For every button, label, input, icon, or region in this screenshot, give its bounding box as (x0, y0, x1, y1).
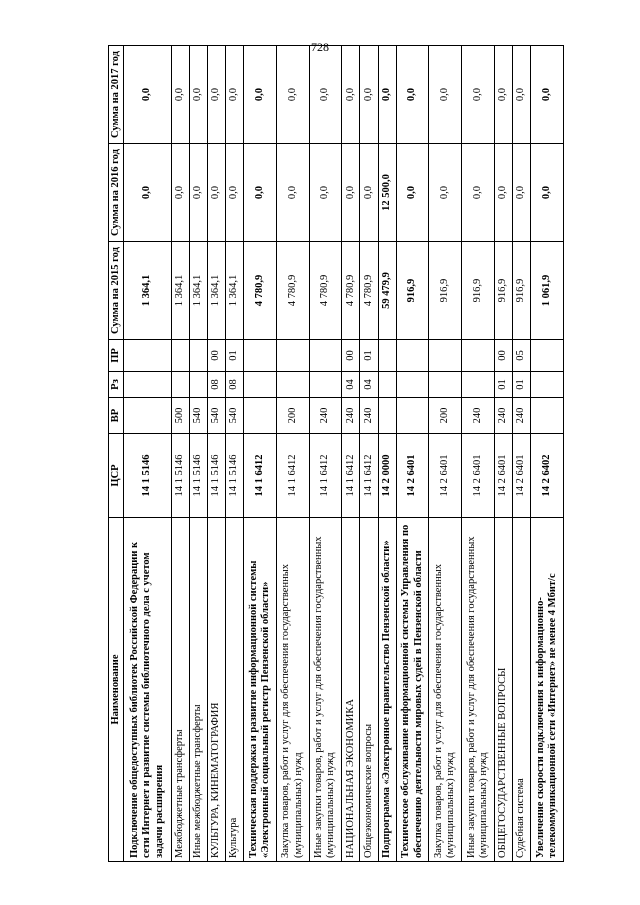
cell-vr: 200 (429, 398, 462, 434)
cell-csr: 14 2 6401 (494, 434, 512, 518)
table-row (513, 46, 531, 862)
cell-sum-2017: 0,0 (171, 46, 189, 144)
table-row (189, 46, 207, 862)
cell-csr: 14 1 6412 (360, 434, 378, 518)
cell-name: Судебная система (513, 518, 531, 862)
table-row (462, 46, 495, 862)
cell-name: Подключение общедоступных библиотек Российской Федерации к сети Интернет и развитие системы библиотечного дела с учетом задачи расширения (124, 518, 171, 862)
cell-pr: 05 (513, 340, 531, 372)
table-row (360, 46, 378, 862)
cell-csr: 14 2 6401 (429, 434, 462, 518)
cell-rz (462, 372, 495, 398)
cell-pr: 01 (360, 340, 378, 372)
cell-csr: 14 2 6402 (531, 434, 564, 518)
cell-sum-2017: 0,0 (189, 46, 207, 144)
cell-rz (378, 372, 396, 398)
cell-sum-2016: 0,0 (531, 144, 564, 242)
cell-sum-2015: 916,9 (494, 242, 512, 340)
cell-pr: 00 (207, 340, 225, 372)
cell-sum-2016: 0,0 (396, 144, 429, 242)
table-row (494, 46, 512, 862)
header-csr: ЦСР (109, 434, 124, 518)
header-name: Наименование (109, 518, 124, 862)
cell-name: НАЦИОНАЛЬНАЯ ЭКОНОМИКА (342, 518, 360, 862)
cell-sum-2016: 0,0 (189, 144, 207, 242)
cell-csr: 14 1 5146 (171, 434, 189, 518)
cell-sum-2015: 59 479,9 (378, 242, 396, 340)
page-number: 728 (311, 40, 329, 54)
cell-vr (244, 398, 277, 434)
cell-sum-2016: 12 500,0 (378, 144, 396, 242)
cell-sum-2015: 1 364,1 (171, 242, 189, 340)
cell-vr: 500 (171, 398, 189, 434)
table-row (244, 46, 277, 862)
cell-rz: 04 (360, 372, 378, 398)
cell-sum-2015: 4 780,9 (276, 242, 309, 340)
cell-sum-2015: 1 364,1 (189, 242, 207, 340)
cell-name: Закупка товаров, работ и услуг для обеспечения государственных (муниципальных) нужд (276, 518, 309, 862)
cell-pr (396, 340, 429, 372)
cell-sum-2017: 0,0 (494, 46, 512, 144)
cell-sum-2017: 0,0 (396, 46, 429, 144)
cell-sum-2016: 0,0 (429, 144, 462, 242)
cell-rz: 04 (342, 372, 360, 398)
cell-pr (276, 340, 309, 372)
cell-sum-2015: 1 364,1 (124, 242, 171, 340)
cell-pr (124, 340, 171, 372)
cell-pr (171, 340, 189, 372)
cell-vr (124, 398, 171, 434)
cell-sum-2015: 916,9 (396, 242, 429, 340)
cell-sum-2017: 0,0 (342, 46, 360, 144)
cell-pr (309, 340, 342, 372)
cell-sum-2015: 4 780,9 (342, 242, 360, 340)
cell-name: Подпрограмма «Электронное правительство Пензенской области» (378, 518, 396, 862)
cell-name: ОБЩЕГОСУДАРСТВЕННЫЕ ВОПРОСЫ (494, 518, 512, 862)
cell-sum-2016: 0,0 (124, 144, 171, 242)
cell-vr: 540 (189, 398, 207, 434)
cell-rz: 01 (494, 372, 512, 398)
cell-csr: 14 1 5146 (124, 434, 171, 518)
cell-rz: 01 (513, 372, 531, 398)
cell-sum-2016: 0,0 (171, 144, 189, 242)
table-row (207, 46, 225, 862)
cell-sum-2015: 4 780,9 (309, 242, 342, 340)
cell-sum-2015: 916,9 (462, 242, 495, 340)
cell-sum-2016: 0,0 (244, 144, 277, 242)
cell-vr: 240 (309, 398, 342, 434)
cell-rz (189, 372, 207, 398)
cell-rz: 08 (226, 372, 244, 398)
table-row (226, 46, 244, 862)
table-row (309, 46, 342, 862)
cell-sum-2016: 0,0 (342, 144, 360, 242)
cell-vr: 200 (276, 398, 309, 434)
cell-pr (429, 340, 462, 372)
header-sum-2015: Сумма на 2015 год (109, 242, 124, 340)
cell-csr: 14 1 6412 (244, 434, 277, 518)
cell-sum-2015: 4 780,9 (244, 242, 277, 340)
cell-rz (171, 372, 189, 398)
cell-name: Общеэкономические вопросы (360, 518, 378, 862)
table-row (171, 46, 189, 862)
cell-sum-2017: 0,0 (226, 46, 244, 144)
cell-name: Культура (226, 518, 244, 862)
cell-vr: 240 (513, 398, 531, 434)
cell-csr: 14 1 5146 (189, 434, 207, 518)
cell-vr: 540 (226, 398, 244, 434)
header-vr: ВР (109, 398, 124, 434)
cell-rz (396, 372, 429, 398)
cell-sum-2017: 0,0 (462, 46, 495, 144)
cell-name: Межбюджетные трансферты (171, 518, 189, 862)
cell-sum-2016: 0,0 (226, 144, 244, 242)
cell-sum-2016: 0,0 (276, 144, 309, 242)
cell-sum-2016: 0,0 (309, 144, 342, 242)
cell-sum-2017: 0,0 (378, 46, 396, 144)
cell-sum-2017: 0,0 (276, 46, 309, 144)
cell-csr: 14 2 6401 (396, 434, 429, 518)
cell-sum-2017: 0,0 (360, 46, 378, 144)
cell-vr: 240 (342, 398, 360, 434)
cell-sum-2015: 1 364,1 (207, 242, 225, 340)
table-row (378, 46, 396, 862)
cell-rz (531, 372, 564, 398)
header-sum-2017: Сумма на 2017 год (109, 46, 124, 144)
cell-rz (124, 372, 171, 398)
table-row (531, 46, 564, 862)
cell-pr (189, 340, 207, 372)
cell-sum-2015: 1 061,9 (531, 242, 564, 340)
cell-rz (276, 372, 309, 398)
cell-name: КУЛЬТУРА, КИНЕМАТОГРАФИЯ (207, 518, 225, 862)
cell-sum-2017: 0,0 (207, 46, 225, 144)
cell-sum-2016: 0,0 (207, 144, 225, 242)
cell-name: Техническая поддержка и развитие информационной системы «Электронный социальный регистр Пензенской области» (244, 518, 277, 862)
table-body (124, 46, 564, 862)
cell-pr: 00 (494, 340, 512, 372)
cell-sum-2017: 0,0 (244, 46, 277, 144)
cell-sum-2015: 1 364,1 (226, 242, 244, 340)
cell-sum-2016: 0,0 (513, 144, 531, 242)
header-sum-2016: Сумма на 2016 год (109, 144, 124, 242)
cell-sum-2015: 916,9 (513, 242, 531, 340)
cell-name: Техническое обслуживание информационной системы Управления по обеспечению деятельности мировых судей в Пензенской области (396, 518, 429, 862)
table-row (342, 46, 360, 862)
cell-sum-2017: 0,0 (513, 46, 531, 144)
cell-sum-2015: 916,9 (429, 242, 462, 340)
cell-sum-2017: 0,0 (429, 46, 462, 144)
cell-vr (378, 398, 396, 434)
cell-pr (244, 340, 277, 372)
cell-pr: 01 (226, 340, 244, 372)
cell-rz (429, 372, 462, 398)
rotated-table-container (108, 46, 564, 862)
cell-sum-2016: 0,0 (360, 144, 378, 242)
cell-vr: 240 (360, 398, 378, 434)
cell-sum-2016: 0,0 (462, 144, 495, 242)
header-pr: ПР (109, 340, 124, 372)
budget-table (108, 45, 564, 862)
cell-rz (244, 372, 277, 398)
cell-pr (531, 340, 564, 372)
cell-vr: 240 (462, 398, 495, 434)
cell-sum-2015: 4 780,9 (360, 242, 378, 340)
table-row (276, 46, 309, 862)
cell-sum-2016: 0,0 (494, 144, 512, 242)
cell-rz (309, 372, 342, 398)
cell-sum-2017: 0,0 (531, 46, 564, 144)
cell-name: Иные закупки товаров, работ и услуг для обеспечения государственных (муниципальных) нужд (462, 518, 495, 862)
header-rz: Рз (109, 372, 124, 398)
cell-vr: 540 (207, 398, 225, 434)
cell-vr (531, 398, 564, 434)
cell-pr: 00 (342, 340, 360, 372)
table-header-row (109, 46, 124, 862)
cell-csr: 14 2 6401 (462, 434, 495, 518)
cell-sum-2017: 0,0 (309, 46, 342, 144)
cell-csr: 14 2 6401 (513, 434, 531, 518)
cell-csr: 14 1 6412 (309, 434, 342, 518)
cell-name: Иные межбюджетные трансферты (189, 518, 207, 862)
cell-pr (462, 340, 495, 372)
cell-csr: 14 1 5146 (226, 434, 244, 518)
cell-csr: 14 2 0000 (378, 434, 396, 518)
table-row (124, 46, 171, 862)
cell-sum-2017: 0,0 (124, 46, 171, 144)
table-row (396, 46, 429, 862)
cell-name: Иные закупки товаров, работ и услуг для обеспечения государственных (муниципальных) нужд (309, 518, 342, 862)
cell-vr: 240 (494, 398, 512, 434)
cell-rz: 08 (207, 372, 225, 398)
cell-name: Закупка товаров, работ и услуг для обеспечения государственных (муниципальных) нужд (429, 518, 462, 862)
cell-csr: 14 1 6412 (276, 434, 309, 518)
cell-csr: 14 1 6412 (342, 434, 360, 518)
cell-name: Увеличение скорости подключения к информационно-телекоммуникационной сети «Интернет» не менее 4 Мбит/с (531, 518, 564, 862)
cell-vr (396, 398, 429, 434)
cell-csr: 14 1 5146 (207, 434, 225, 518)
table-row (429, 46, 462, 862)
cell-pr (378, 340, 396, 372)
